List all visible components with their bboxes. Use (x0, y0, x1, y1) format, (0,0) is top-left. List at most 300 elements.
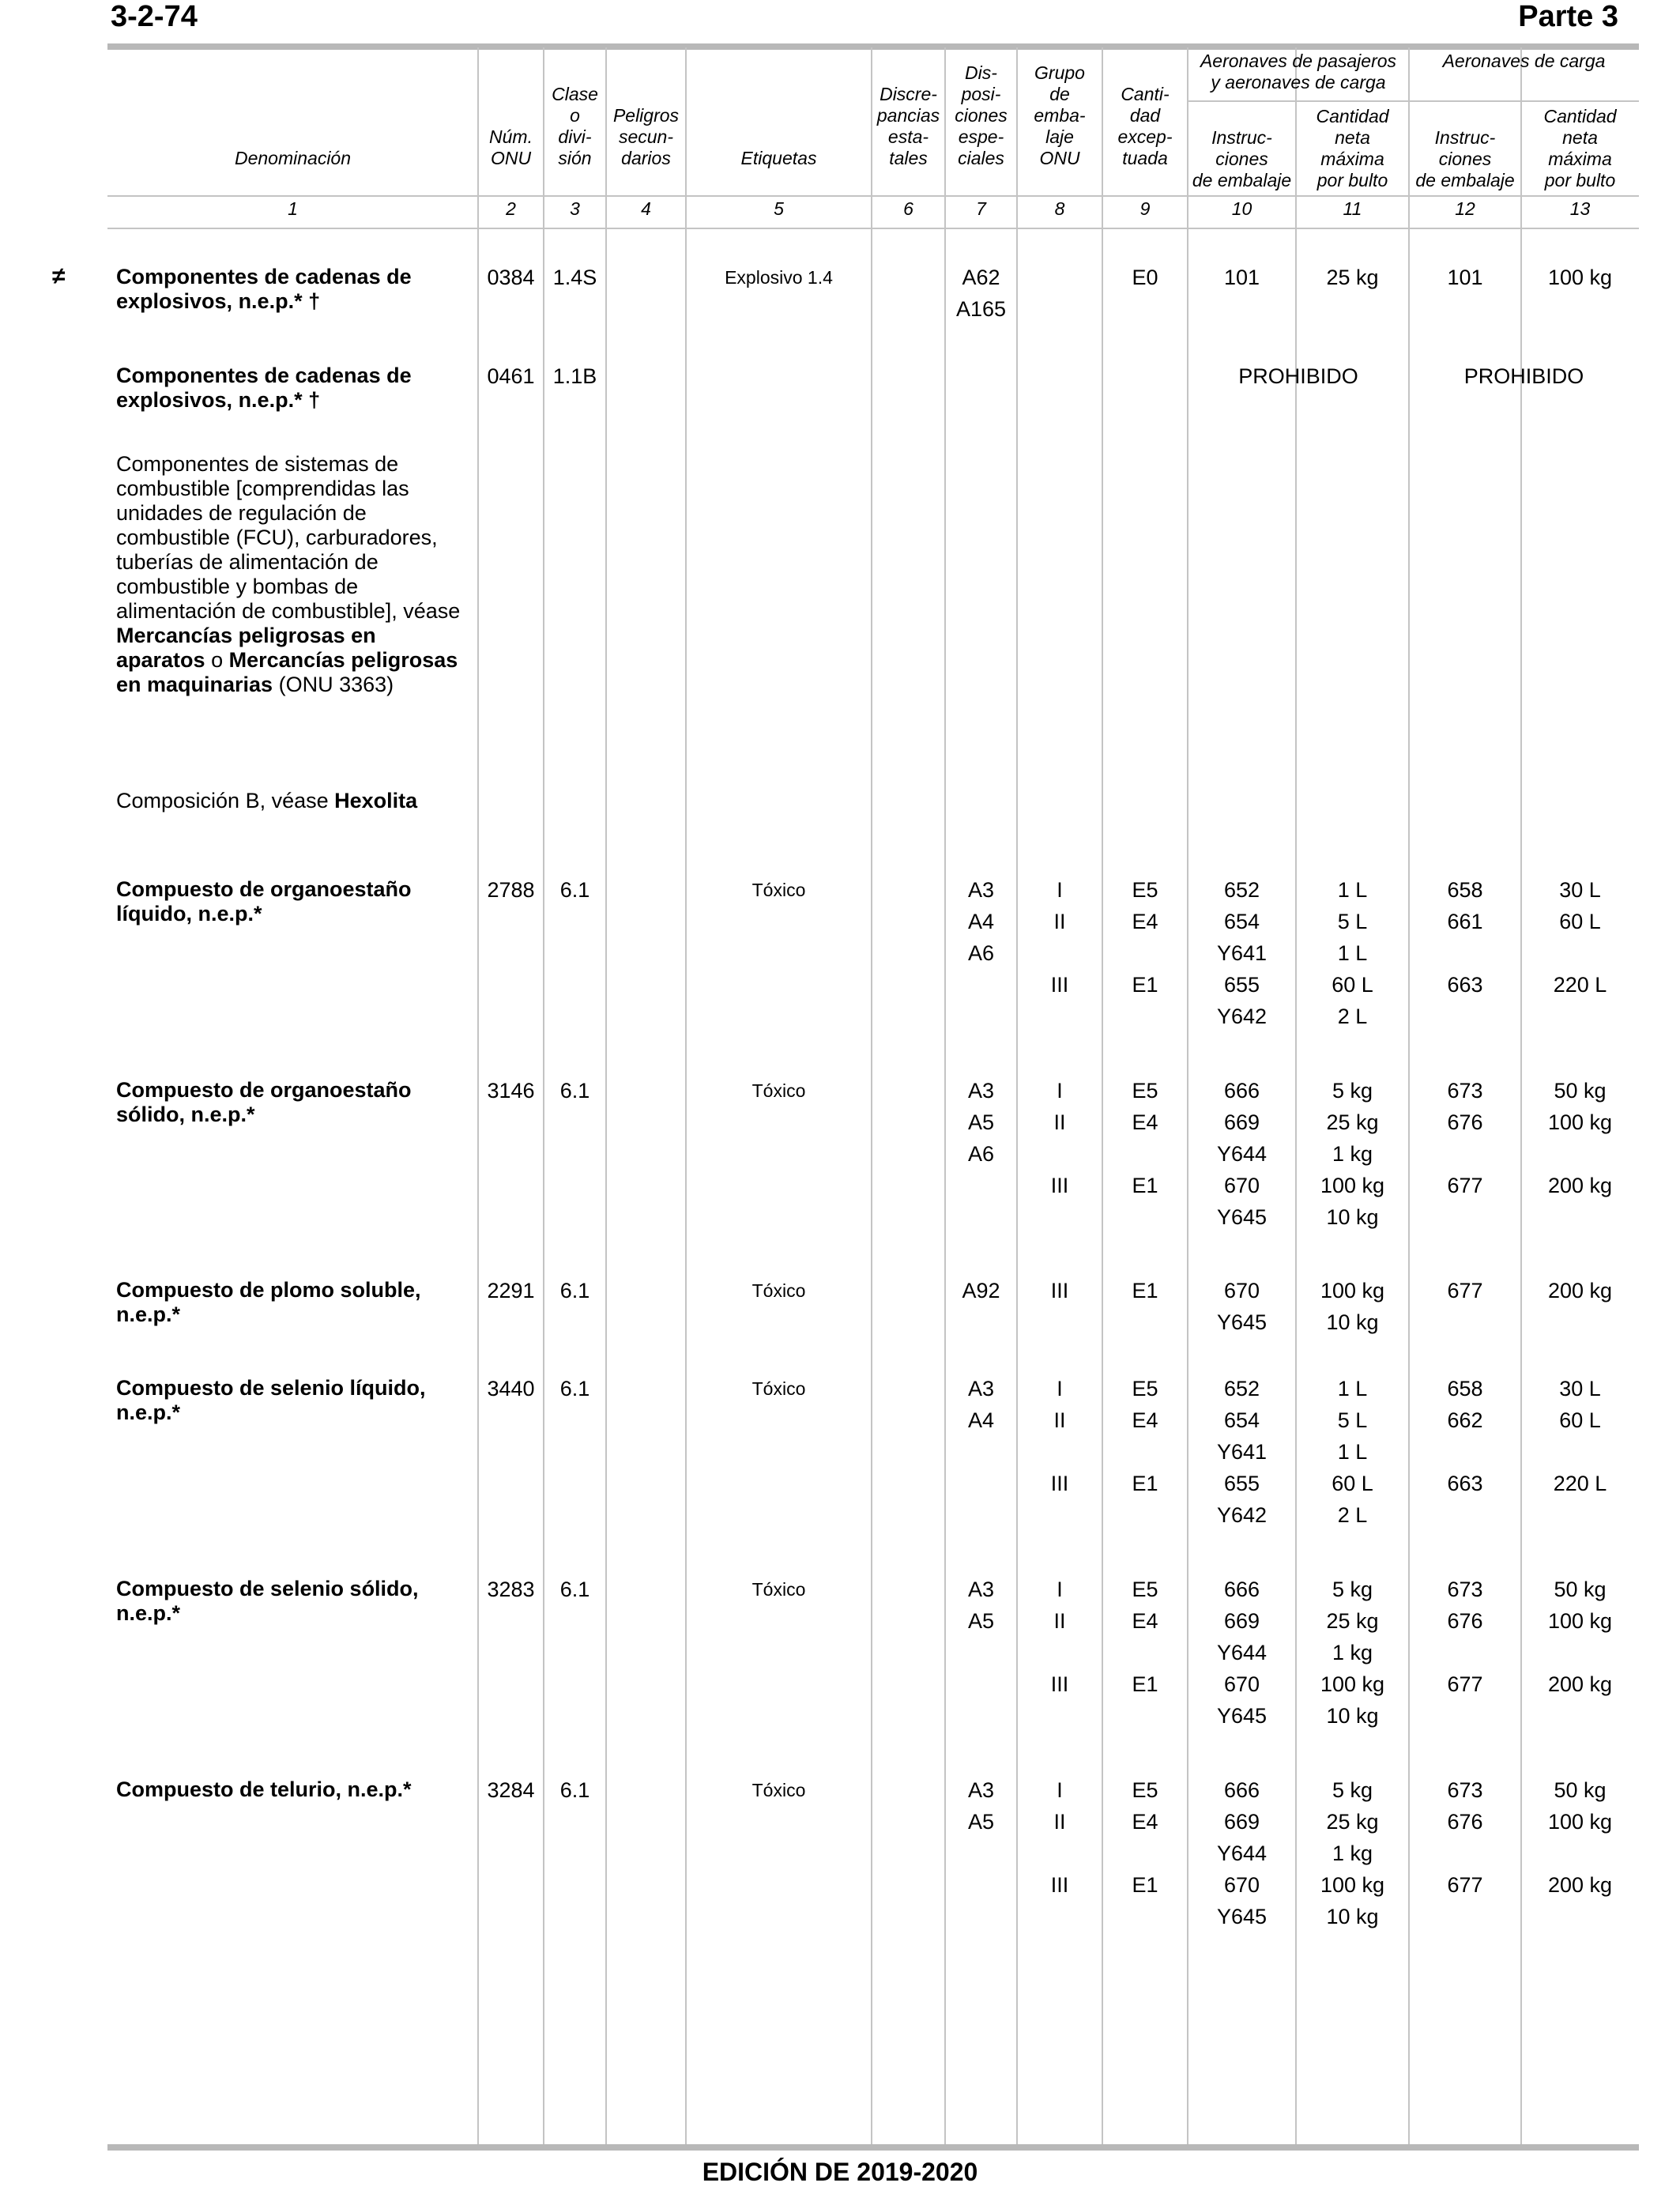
cell-line: E4 (1132, 1810, 1158, 1834)
cell-line: 677 (1447, 1174, 1483, 1197)
cell-line: III (1050, 1279, 1069, 1302)
cell-line: 10 kg (1326, 1205, 1379, 1229)
header-cargo-aircraft (1409, 51, 1639, 72)
cell-line: Y642 (1216, 1503, 1268, 1527)
cell-cls: 6.1 (559, 1079, 590, 1103)
cell-line: 60 L (1559, 910, 1601, 933)
cell-pi (1188, 1574, 1296, 1732)
cell-line: Y645 (1216, 1704, 1268, 1728)
cell-line: E5 (1132, 1778, 1158, 1802)
cell-pi (1188, 262, 1296, 293)
entry-name (116, 265, 480, 314)
cell-line: 200 kg (1547, 1672, 1613, 1696)
name-line: Compuesto de selenio sólido, (116, 1577, 419, 1600)
cell-line: 2 L (1337, 1503, 1368, 1527)
cell-line: II (1053, 1110, 1066, 1134)
prohibited-label: PROHIBIDO (1463, 364, 1584, 388)
cell-line: A3 (967, 1778, 995, 1802)
header-line: por bulto (1544, 170, 1616, 190)
column-number: 1 (288, 198, 298, 219)
cell-line (1409, 1436, 1521, 1468)
cell-pg (1017, 874, 1102, 1001)
header-line: Canti- (1121, 84, 1170, 104)
cell-line: A3 (967, 1578, 995, 1601)
header-line: Denominación (234, 148, 352, 168)
cross-reference-entry (116, 789, 480, 813)
name-line: n.e.p.* (116, 1302, 181, 1326)
column-number: 6 (903, 198, 913, 219)
cell-line: E5 (1132, 1079, 1158, 1103)
header-line: neta (1562, 127, 1598, 148)
header-line: Cantidad (1543, 106, 1617, 126)
cell-line: E1 (1132, 1873, 1158, 1897)
cell-line (1409, 1138, 1521, 1170)
cell-line: 666 (1223, 1079, 1260, 1103)
cell-line (1017, 937, 1102, 969)
cell-line: 200 kg (1547, 1873, 1613, 1897)
cell-line (1409, 1637, 1521, 1668)
entry-name (116, 1376, 480, 1425)
entry-name (116, 1777, 480, 1802)
cell-line: 1 kg (1332, 1641, 1373, 1664)
cell-line: 677 (1447, 1672, 1483, 1696)
header-line: Clase (552, 84, 598, 104)
bottom-rule (107, 2144, 1639, 2151)
cell-line (1521, 1436, 1639, 1468)
cell-line: III (1050, 973, 1069, 997)
cell-line: 5 L (1337, 1408, 1368, 1432)
cell-line: E4 (1132, 910, 1158, 933)
reference-note: (ONU 3363) (273, 673, 394, 696)
column-header-c9 (1102, 84, 1188, 169)
entry-name (116, 1577, 480, 1626)
column-number: 7 (976, 198, 986, 219)
header-line: pancias (876, 105, 940, 126)
name-line: Compuesto de plomo soluble, (116, 1278, 421, 1302)
cell-un: 3283 (487, 1578, 535, 1601)
reference-link: Hexolita (334, 789, 418, 812)
cell-line: E5 (1132, 1377, 1158, 1400)
header-line: ciales (958, 148, 1004, 168)
cell-cq (1521, 874, 1639, 1001)
cell-line: E4 (1132, 1609, 1158, 1633)
header-line: emba- (1034, 105, 1086, 126)
cell-ci (1409, 874, 1521, 1001)
cell-line (1102, 1637, 1188, 1668)
cell-line: 1 L (1337, 878, 1368, 902)
cell-label: Tóxico (751, 1780, 806, 1800)
column-header-c6 (872, 84, 945, 169)
cell-line (1017, 1436, 1102, 1468)
cell-pi (1188, 1774, 1296, 1932)
cell-line: Y644 (1216, 1641, 1268, 1664)
cell-line: 1 L (1337, 1377, 1368, 1400)
header-rule (107, 195, 1639, 197)
cell-line: 663 (1447, 973, 1483, 997)
cell-line: I (1057, 1079, 1063, 1103)
reference-link: aparatos (116, 648, 205, 672)
cell-line: A4 (967, 910, 995, 933)
cell-line: 10 kg (1326, 1310, 1379, 1334)
header-line: secun- (618, 126, 674, 147)
column-header-c2 (478, 126, 544, 169)
header-line: laje (1045, 126, 1074, 147)
header-line: ciones (1215, 149, 1268, 169)
cell-pg (1017, 1275, 1102, 1306)
cell-line: E1 (1132, 1472, 1158, 1495)
cell-eq (1102, 1275, 1188, 1306)
cell-line: 1 L (1337, 1440, 1368, 1464)
header-line: Instruc- (1211, 127, 1272, 148)
cell-line: Y641 (1216, 941, 1268, 965)
cell-ci (1409, 1574, 1521, 1700)
cell-line: E5 (1132, 878, 1158, 902)
cell-line (1017, 1138, 1102, 1170)
cell-eq (1102, 1574, 1188, 1700)
cell-line: Y641 (1216, 1440, 1268, 1464)
header-passenger-aircraft (1188, 51, 1409, 93)
cell-line: 30 L (1559, 1377, 1601, 1400)
cell-pg (1017, 1075, 1102, 1201)
header-rule (107, 228, 1639, 229)
cell-eq (1102, 1774, 1188, 1901)
cell-line: 662 (1447, 1408, 1483, 1432)
cell-line: 670 (1223, 1873, 1260, 1897)
cell-line: A165 (955, 297, 1007, 321)
cell-pq (1296, 262, 1409, 293)
header-line: Instruc- (1434, 127, 1496, 148)
revision-mark: ≠ (52, 263, 66, 289)
column-number: 4 (641, 198, 651, 219)
cell-line: 1 L (1337, 941, 1368, 965)
cell-line: 676 (1447, 1609, 1483, 1633)
cell-line: 1 kg (1332, 1842, 1373, 1865)
cell-line: III (1050, 1472, 1069, 1495)
cell-cq (1521, 1574, 1639, 1700)
cell-line: E1 (1132, 1174, 1158, 1197)
name-line: Compuesto de telurio, n.e.p.* (116, 1777, 412, 1801)
cell-line: 25 kg (1326, 1609, 1379, 1633)
cell-line (1409, 1838, 1521, 1869)
header-line: de embalaje (1415, 170, 1515, 190)
name-line (116, 648, 480, 673)
column-header-c5 (686, 148, 872, 169)
cell-line: 666 (1223, 1578, 1260, 1601)
cell-line: A4 (967, 1408, 995, 1432)
cell-line: A3 (967, 1377, 995, 1400)
cell-line: 100 kg (1320, 1672, 1385, 1696)
name-line: unidades de regulación de (116, 501, 367, 525)
cell-line: A6 (967, 941, 995, 965)
cell-un: 3284 (487, 1778, 535, 1802)
column-header-c11 (1296, 106, 1409, 191)
column-header-c4 (606, 105, 686, 169)
cell-line: 669 (1223, 1110, 1260, 1134)
column-number: 11 (1343, 198, 1362, 219)
cell-eq (1102, 262, 1188, 293)
cell-sp (945, 874, 1017, 969)
header-line: ONU (490, 148, 532, 168)
cell-line: A92 (962, 1279, 1000, 1302)
cell-pg (1017, 1373, 1102, 1499)
cell-line: E0 (1132, 266, 1158, 289)
entry-name (116, 1078, 480, 1127)
cell-un: 2291 (487, 1279, 535, 1302)
cell-line: 655 (1223, 973, 1260, 997)
cell-line (1102, 1838, 1188, 1869)
cell-label: Tóxico (751, 1280, 806, 1301)
cell-line: 220 L (1553, 1472, 1607, 1495)
cell-line: 652 (1223, 1377, 1260, 1400)
cell-sp (945, 262, 1017, 325)
cell-line (1521, 1138, 1639, 1170)
edition-footer: EDICIÓN DE 2019-2020 (702, 2158, 978, 2186)
cell-cls: 6.1 (559, 1778, 590, 1802)
cell-line: 5 kg (1332, 1079, 1373, 1103)
cell-line: 652 (1223, 878, 1260, 902)
header-line: esta- (887, 126, 929, 147)
header-line: Aeronaves de pasajeros (1200, 51, 1397, 71)
cell-line: 670 (1223, 1279, 1260, 1302)
header-line: ciones (955, 105, 1008, 126)
header-line: o (570, 105, 580, 126)
cell-line (1409, 937, 1521, 969)
header-line: Grupo (1034, 62, 1085, 83)
cell-line: 677 (1447, 1873, 1483, 1897)
cell-sp (945, 1774, 1017, 1838)
cell-cls: 6.1 (559, 1377, 590, 1400)
cell-line: 655 (1223, 1472, 1260, 1495)
cell-pg (1017, 1774, 1102, 1901)
header-line: ONU (1039, 148, 1080, 168)
header-line: Discre- (880, 84, 937, 104)
cell-un: 0461 (487, 364, 535, 388)
cell-line (1521, 1838, 1639, 1869)
cell-line: Y644 (1216, 1142, 1268, 1166)
cell-line: E1 (1132, 973, 1158, 997)
column-number: 8 (1054, 198, 1065, 219)
cell-line: 673 (1447, 1079, 1483, 1103)
cell-pq (1296, 874, 1409, 1032)
cell-line: 670 (1223, 1672, 1260, 1696)
column-number: 3 (570, 198, 580, 219)
cell-line: Y644 (1216, 1842, 1268, 1865)
cell-line: 60 L (1332, 1472, 1373, 1495)
cell-line: II (1053, 910, 1066, 933)
cell-line: 669 (1223, 1810, 1260, 1834)
cell-line: 200 kg (1547, 1174, 1613, 1197)
cell-pq (1296, 1275, 1409, 1338)
column-header-c8 (1017, 62, 1102, 169)
cell-un: 0384 (487, 266, 535, 289)
cell-ci (1409, 1075, 1521, 1201)
name-line: Compuesto de organoestaño (116, 877, 412, 901)
cell-line: 669 (1223, 1609, 1260, 1633)
cell-pi (1188, 1275, 1296, 1338)
cell-line: Y645 (1216, 1905, 1268, 1928)
cell-line (1102, 1138, 1188, 1170)
cell-line: 654 (1223, 1408, 1260, 1432)
header-line: sión (558, 148, 592, 168)
header-line: máxima (1548, 149, 1612, 169)
cell-line (1102, 1436, 1188, 1468)
cell-line: 676 (1447, 1810, 1483, 1834)
name-line: Compuesto de organoestaño (116, 1078, 412, 1102)
cell-sp (945, 1275, 1017, 1306)
column-header-c3 (544, 84, 606, 169)
cell-line: A62 (962, 266, 1000, 289)
name-line: líquido, n.e.p.* (116, 902, 262, 925)
name-line: n.e.p.* (116, 1400, 181, 1424)
cell-pq (1296, 1075, 1409, 1233)
header-line: excep- (1117, 126, 1173, 147)
cell-line: II (1053, 1408, 1066, 1432)
cell-line: 663 (1447, 1472, 1483, 1495)
header-line: dad (1129, 105, 1161, 126)
cell-line: 658 (1447, 1377, 1483, 1400)
cell-line: E5 (1132, 1578, 1158, 1601)
header-line: Etiquetas (740, 148, 817, 168)
header-line: darios (621, 148, 671, 168)
header-line: Núm. (489, 126, 533, 147)
cell-pi (1188, 874, 1296, 1032)
cell-pq (1296, 1373, 1409, 1531)
column-number: 9 (1139, 198, 1151, 219)
cell-ci (1409, 1774, 1521, 1901)
cell-line: A5 (967, 1110, 995, 1134)
cell-line: III (1050, 1873, 1069, 1897)
name-line: n.e.p.* (116, 1601, 181, 1625)
cell-line: I (1057, 1778, 1063, 1802)
cell-line: 25 kg (1326, 266, 1379, 289)
cell-line: 50 kg (1554, 1778, 1607, 1802)
cell-cls: 1.4S (552, 266, 597, 289)
cell-line (1102, 937, 1188, 969)
column-header-c7 (945, 62, 1017, 169)
cell-line: E4 (1132, 1408, 1158, 1432)
cell-label: Tóxico (751, 880, 806, 900)
cell-line: 676 (1447, 1110, 1483, 1134)
column-number: 10 (1231, 198, 1252, 219)
name-line: combustible [comprendidas las (116, 477, 409, 500)
name-line: Componentes de cadenas de (116, 364, 412, 387)
connector: o (205, 648, 229, 672)
cell-line: 50 kg (1554, 1578, 1607, 1601)
cell-line: III (1050, 1672, 1069, 1696)
cell-line: 5 L (1337, 910, 1368, 933)
cell-line: 661 (1447, 910, 1483, 933)
header-line: neta (1335, 127, 1370, 148)
cell-line: 5 kg (1332, 1778, 1373, 1802)
cell-line: 100 kg (1320, 1279, 1385, 1302)
cell-line: 100 kg (1547, 266, 1613, 289)
name-line: tuberías de alimentación de (116, 550, 379, 574)
cell-cls: 6.1 (559, 878, 590, 902)
cell-un: 3440 (487, 1377, 535, 1400)
cell-line: 100 kg (1320, 1174, 1385, 1197)
cell-pi (1188, 1373, 1296, 1531)
cell-line: 60 L (1332, 973, 1373, 997)
cell-line: III (1050, 1174, 1069, 1197)
cell-line: II (1053, 1609, 1066, 1633)
cell-line: 2 L (1337, 1005, 1368, 1028)
cell-sp (945, 1373, 1017, 1436)
cell-cq (1521, 1774, 1639, 1901)
name-line: combustible (FCU), carburadores, (116, 526, 438, 549)
cell-cq (1521, 1275, 1639, 1306)
cell-cq (1521, 262, 1639, 293)
cell-line: 30 L (1559, 878, 1601, 902)
name-line: Compuesto de selenio líquido, (116, 1376, 426, 1400)
cell-label: Tóxico (751, 1080, 806, 1101)
reference-link: Mercancías peligrosas (228, 648, 458, 672)
cell-line: 50 kg (1554, 1079, 1607, 1103)
cell-pi (1188, 1075, 1296, 1233)
header-line: tales (889, 148, 928, 168)
cell-line: 100 kg (1547, 1810, 1613, 1834)
cell-line: 100 kg (1547, 1110, 1613, 1134)
name-line: Componentes de cadenas de (116, 265, 412, 288)
part-title: Parte 3 (1518, 0, 1618, 33)
cell-line: E4 (1132, 1110, 1158, 1134)
cell-un: 2788 (487, 878, 535, 902)
column-number: 2 (506, 198, 516, 219)
header-line: Peligros (612, 105, 680, 126)
cell-line: A5 (967, 1609, 995, 1633)
cell-line: 666 (1223, 1778, 1260, 1802)
name-line: explosivos, n.e.p.* † (116, 388, 321, 412)
page-number: 3-2-74 (111, 0, 198, 33)
header-line: Cantidad (1316, 106, 1389, 126)
cell-line: 670 (1223, 1174, 1260, 1197)
cell-ci (1409, 1373, 1521, 1499)
cross-reference-entry (116, 452, 480, 697)
name-line: sólido, n.e.p.* (116, 1103, 255, 1126)
cell-cls: 1.1B (552, 364, 597, 388)
header-line: Dis- (965, 62, 997, 83)
cell-pq (1296, 1574, 1409, 1732)
cell-line: 658 (1447, 878, 1483, 902)
prohibited-label: PROHIBIDO (1238, 364, 1358, 388)
cell-line: 673 (1447, 1578, 1483, 1601)
cell-label: Tóxico (751, 1378, 806, 1399)
cell-label: Tóxico (751, 1579, 806, 1600)
header-line: posi- (961, 84, 1001, 104)
cell-line: 101 (1447, 266, 1483, 289)
header-line: espe- (958, 126, 1004, 147)
cell-line: 1 kg (1332, 1142, 1373, 1166)
cell-line: 10 kg (1326, 1905, 1379, 1928)
cell-line: 200 kg (1547, 1279, 1613, 1302)
cell-line: I (1057, 1377, 1063, 1400)
cell-line: A6 (967, 1142, 995, 1166)
name-line: alimentación de combustible], véase (116, 599, 461, 623)
header-line: Aeronaves de carga (1442, 51, 1606, 71)
cell-line: E1 (1132, 1672, 1158, 1696)
cell-line: 100 kg (1547, 1609, 1613, 1633)
cell-line: 220 L (1553, 973, 1607, 997)
reference-text: Composición B, véase (116, 789, 335, 812)
cell-pg (1017, 1574, 1102, 1700)
cell-line (1521, 1637, 1639, 1668)
cell-eq (1102, 874, 1188, 1001)
reference-link: en maquinarias (116, 673, 273, 696)
cell-line (1521, 937, 1639, 969)
column-header-c1 (107, 148, 478, 169)
name-line: explosivos, n.e.p.* † (116, 289, 321, 313)
cell-eq (1102, 1075, 1188, 1201)
header-line: y aeronaves de carga (1211, 72, 1386, 92)
